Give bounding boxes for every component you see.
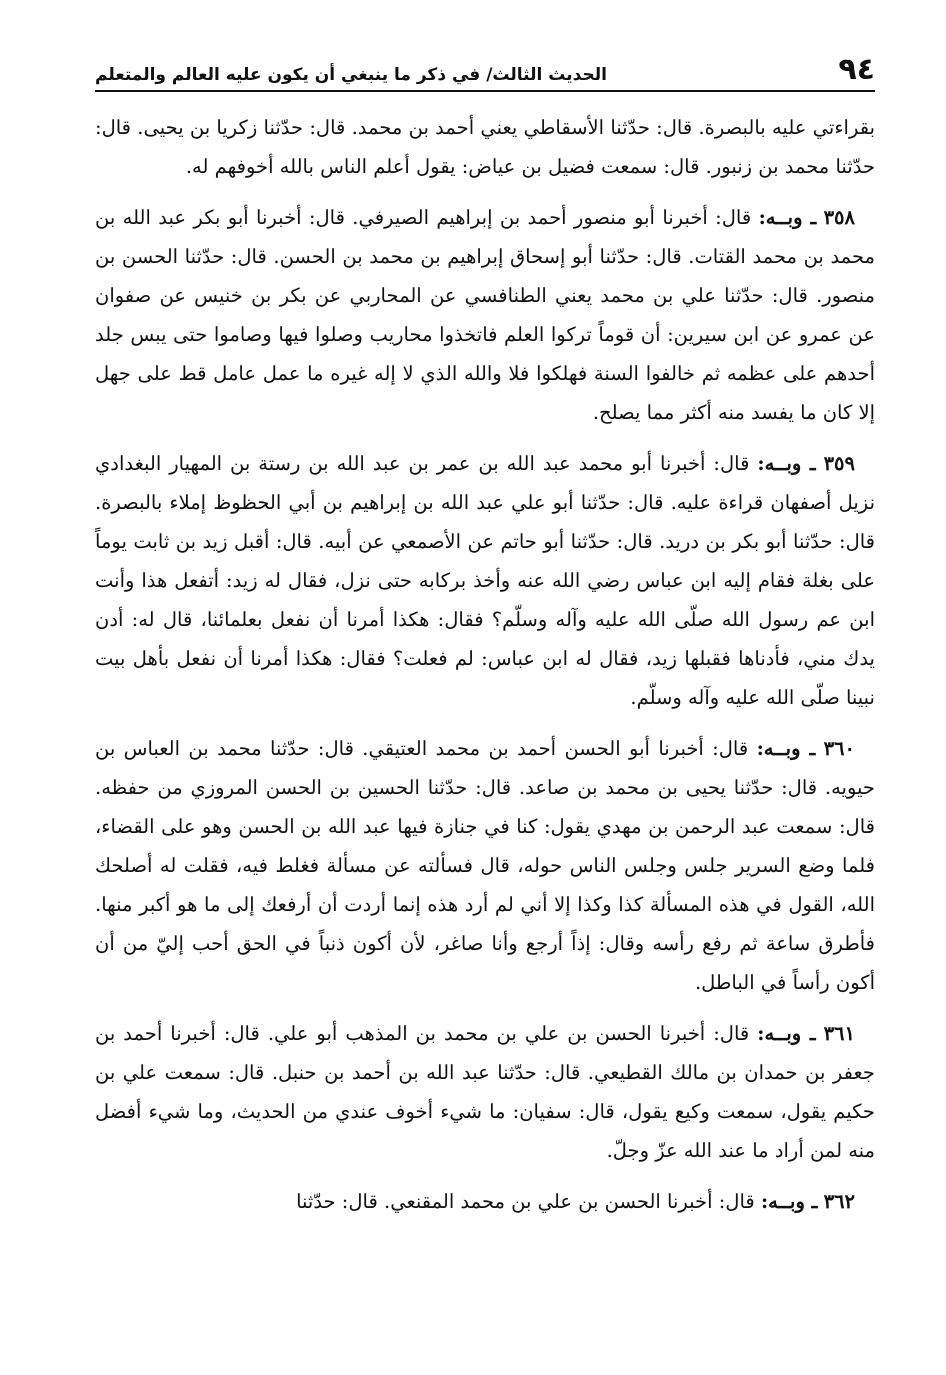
hadith-marker: ـ وبــه:: [756, 737, 816, 760]
hadith-359: [95, 444, 875, 717]
paragraph-continuation: [95, 108, 875, 186]
paragraph-text: قال: أخبرنا أبو محمد عبد الله بن عمر بن عبد الله بن رستة بن المهيار البغدادي نزيل أصفهان قراءة عليه. قال: حدّثنا أبو علي عبد الله بن إبراهيم بن أبي الحظوظ إملاء بالبصرة. قال: حدّثنا أبو بكر بن دريد. قال: حدّثنا أبو حاتم عن الأصمعي عن أبيه. قال: أقبل زيد بن ثابت يوماً على بغلة فقام إليه ابن عباس رضي الله عنه وأخذ بركابه حتى نزل، فقال له زيد: أتفعل هذا وأنت ابن عم رسول الله صلّى الله عليه وآله وسلّم؟ فقال: هكذا أمرنا أن نفعل بعلمائنا، قال له: أدن يدك مني، فأدناها فقبلها زيد، فقال له ابن عباس: لم فعلت؟ فقال: هكذا أمرنا أن نفعل بأهل بيت نبينا صلّى الله عليه وآله وسلّم.: [95, 452, 875, 709]
hadith-number: ٣٦٢: [823, 1190, 855, 1213]
page-body: [95, 108, 875, 1233]
page-header: [95, 52, 875, 92]
hadith-marker: ـ وبــه:: [758, 206, 817, 229]
hadith-358: [95, 198, 875, 432]
paragraph-text: قال: أخبرنا الحسن بن علي بن محمد المقنعي. قال: حدّثنا: [296, 1190, 755, 1213]
paragraph-text: قال: أخبرنا أبو الحسن أحمد بن محمد العتيقي. قال: حدّثنا محمد بن العباس بن حيويه. قال: حدّثنا يحيى بن محمد بن صاعد. قال: حدّثنا الحسين بن الحسن المروزي من حفظه. قال: سمعت عبد الرحمن بن مهدي يقول: كنا في جنازة فيها عبد الله بن الحسن وهو على القضاء، فلما وضع السرير جلس وجلس الناس حوله، قال فسألته عن مسألة فغلط فيه، فقلت له أصلحك الله، القول في هذه المسألة كذا وكذا إلا أني لم أرد هذه إنما أردت أن أرفعك إلى ما هو أكبر منها. فأطرق ساعة ثم رفع رأسه وقال: إذاً أرجع وأنا صاغر، لأن أكون ذنباً في الحق أحب إليّ من أن أكون رأساً في الباطل.: [95, 737, 875, 994]
paragraph-text: قال: أخبرنا الحسن بن علي بن محمد بن المذهب أبو علي. قال: أخبرنا أحمد بن جعفر بن حمدان بن مالك القطيعي. قال: حدّثنا عبد الله بن أحمد بن حنبل. قال: سمعت علي بن حكيم يقول، سمعت وكيع يقول، قال: سفيان: ما شيء أخوف عندي من الحديث، وما شيء أفضل منه لمن أراد ما عند الله عزّ وجلّ.: [95, 1022, 875, 1162]
hadith-number: ٣٥٩: [823, 452, 855, 475]
hadith-marker: ـ وبــه:: [760, 1190, 818, 1213]
hadith-362: [95, 1182, 875, 1221]
hadith-marker: ـ وبــه:: [757, 1022, 816, 1045]
hadith-number: ٣٥٨: [823, 206, 855, 229]
hadith-360: [95, 729, 875, 1002]
hadith-number: ٣٦٠: [823, 737, 855, 760]
hadith-marker: ـ وبــه:: [757, 452, 816, 475]
hadith-361: [95, 1014, 875, 1170]
paragraph-text: بقراءتي عليه بالبصرة. قال: حدّثنا الأسقاطي يعني أحمد بن محمد. قال: حدّثنا زكريا بن يحيى. قال: حدّثنا محمد بن زنبور. قال: سمعت فضيل بن عياض: يقول أعلم الناس بالله أخوفهم له.: [95, 116, 875, 178]
paragraph-text: قال: أخبرنا أبو منصور أحمد بن إبراهيم الصيرفي. قال: أخبرنا أبو بكر عبد الله بن محمد بن محمد القتات. قال: حدّثنا أبو إسحاق إبراهيم بن محمد بن الحسن. قال: حدّثنا الحسن بن منصور. قال: حدّثنا علي بن محمد يعني الطنافسي عن المحاربي عن بكر بن خنيس عن صفوان عن عمرو عن ابن سيرين: أن قوماً تركوا العلم فاتخذوا محاريب وصلوا فيها وصاموا حتى يبس جلد أحدهم على عظمه ثم خالفوا السنة فهلكوا فلا والله الذي لا إله غيره ما عمل عامل قط على جهل إلا كان ما يفسد منه أكثر مما يصلح.: [95, 206, 875, 424]
hadith-number: ٣٦١: [823, 1022, 855, 1045]
running-title: الحديث الثالث/ في ذكر ما ينبغي أن يكون عليه العالم والمتعلم: [95, 65, 607, 85]
page-number: ٩٤: [838, 52, 875, 87]
